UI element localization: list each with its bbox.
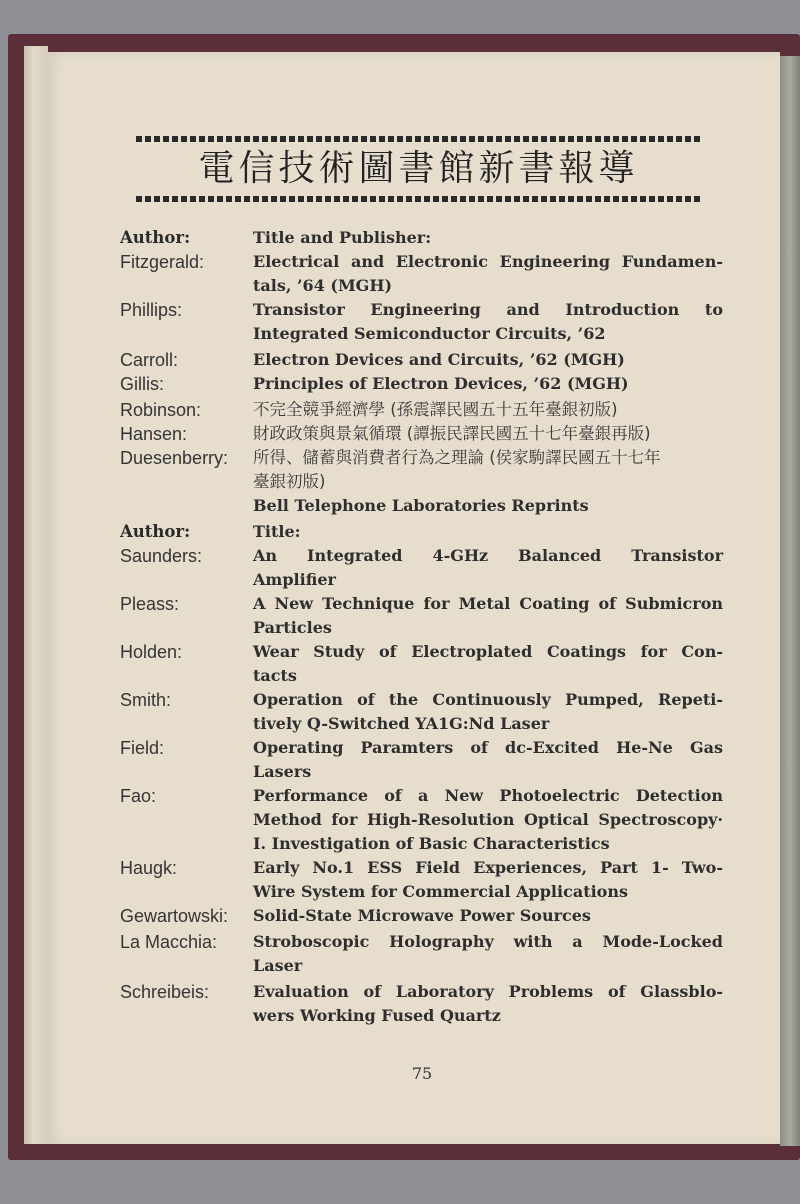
entry-title-line: Amplifier bbox=[253, 570, 336, 589]
facing-page-edge bbox=[780, 56, 800, 1146]
entry-title-line: tacts bbox=[253, 666, 297, 685]
entry-title bbox=[253, 784, 723, 856]
entry-title-line: Lasers bbox=[253, 762, 312, 781]
author-column-header: Author: bbox=[120, 522, 191, 541]
entry-title-line: wers Working Fused Quartz bbox=[253, 1006, 501, 1025]
entry-title-line: Method for High-Resolution Optical Spectroscopy· bbox=[253, 810, 723, 829]
author-column-header: Author: bbox=[120, 228, 191, 247]
page-banner-title: 電信技術圖書館新書報導 bbox=[198, 148, 639, 189]
entry-author: Duesenberry: bbox=[120, 448, 229, 468]
entry-title bbox=[253, 544, 723, 592]
entry-author: Robinson: bbox=[120, 400, 202, 420]
entry-title-line: 臺銀初版) bbox=[253, 472, 326, 491]
entry-title bbox=[253, 688, 723, 736]
banner-top-rule bbox=[136, 136, 701, 142]
entry-title bbox=[253, 250, 723, 298]
entry-title-line: Wear Study of Electroplated Coatings for Con- bbox=[253, 642, 723, 661]
entry-title-line: Stroboscopic Holography with a Mode-Locked bbox=[253, 932, 723, 951]
entry-title-line: An Integrated 4-GHz Balanced Transistor bbox=[253, 546, 723, 565]
entry-title-line: Particles bbox=[253, 618, 332, 637]
entry-author: Field: bbox=[120, 738, 165, 758]
entry-author: Gewartowski: bbox=[120, 906, 229, 926]
entry-title-line: Wire System for Commercial Applications bbox=[253, 882, 628, 901]
entry-title-line: 所得、儲蓄與消費者行為之理論 (侯家駒譯民國五十七年 bbox=[253, 448, 661, 467]
section-heading: Bell Telephone Laboratories Reprints bbox=[253, 496, 589, 515]
entry-author: Saunders: bbox=[120, 546, 203, 566]
entry-title bbox=[253, 348, 723, 372]
entry-author: Gillis: bbox=[120, 374, 164, 394]
banner-bottom-rule bbox=[136, 196, 701, 202]
entry-title bbox=[253, 904, 723, 928]
entry-author: La Macchia: bbox=[120, 932, 218, 952]
entry-author: Schreibeis: bbox=[120, 982, 210, 1002]
entry-title-line: Transistor Engineering and Introduction to bbox=[253, 300, 723, 319]
entry-title-line: Principles of Electron Devices, ’62 (MGH) bbox=[253, 374, 629, 393]
title-column-header: Title and Publisher: bbox=[253, 228, 432, 247]
entry-title bbox=[253, 398, 723, 422]
entry-title-line: tals, ’64 (MGH) bbox=[253, 276, 393, 295]
entry-title bbox=[253, 592, 723, 640]
entry-title bbox=[253, 736, 723, 784]
entry-title-line: Solid-State Microwave Power Sources bbox=[253, 906, 591, 925]
entry-title bbox=[253, 856, 723, 904]
entry-title-line: Evaluation of Laboratory Problems of Glassblo- bbox=[253, 982, 723, 1001]
entry-title-line: Integrated Semiconductor Circuits, ’62 bbox=[253, 324, 606, 343]
entry-title bbox=[253, 446, 723, 494]
entry-title-line: Operating Paramters of dc-Excited He-Ne Gas bbox=[253, 738, 723, 757]
entry-title-line: Laser bbox=[253, 956, 303, 975]
entry-author: Smith: bbox=[120, 690, 172, 710]
entry-title bbox=[253, 930, 723, 978]
entry-title bbox=[253, 372, 723, 396]
entry-title-line: 不完全競爭經濟學 (孫震譯民國五十五年臺銀初版) bbox=[253, 400, 618, 419]
entry-title-line: Performance of a New Photoelectric Detection bbox=[253, 786, 723, 805]
page-number: 75 bbox=[411, 1064, 433, 1083]
entry-title-line: Electron Devices and Circuits, ’62 (MGH) bbox=[253, 350, 625, 369]
entry-title bbox=[253, 640, 723, 688]
entry-title-line: Operation of the Continuously Pumped, Repeti- bbox=[253, 690, 723, 709]
entry-title-line: I. Investigation of Basic Characteristics bbox=[253, 834, 610, 853]
entry-author: Fao: bbox=[120, 786, 157, 806]
entry-title-line: A New Technique for Metal Coating of Submicron bbox=[253, 594, 723, 613]
entry-author: Pleass: bbox=[120, 594, 180, 614]
entry-title-line: Electrical and Electronic Engineering Fundamen- bbox=[253, 252, 723, 271]
entry-author: Fitzgerald: bbox=[120, 252, 205, 272]
entry-title-line: tively Q-Switched YA1G:Nd Laser bbox=[253, 714, 550, 733]
entry-title bbox=[253, 422, 723, 446]
entry-title bbox=[253, 298, 723, 346]
entry-author: Hansen: bbox=[120, 424, 188, 444]
entry-title-line: 財政政策與景氣循環 (譚振民譯民國五十七年臺銀再版) bbox=[253, 424, 651, 443]
entry-author: Carroll: bbox=[120, 350, 179, 370]
entry-author: Phillips: bbox=[120, 300, 183, 320]
title-column-header: Title: bbox=[253, 522, 301, 541]
entry-author: Haugk: bbox=[120, 858, 178, 878]
entry-title-line: Early No.1 ESS Field Experiences, Part 1- Two- bbox=[253, 858, 723, 877]
entry-title bbox=[253, 980, 723, 1028]
page-edges bbox=[24, 46, 48, 1144]
entry-author: Holden: bbox=[120, 642, 183, 662]
